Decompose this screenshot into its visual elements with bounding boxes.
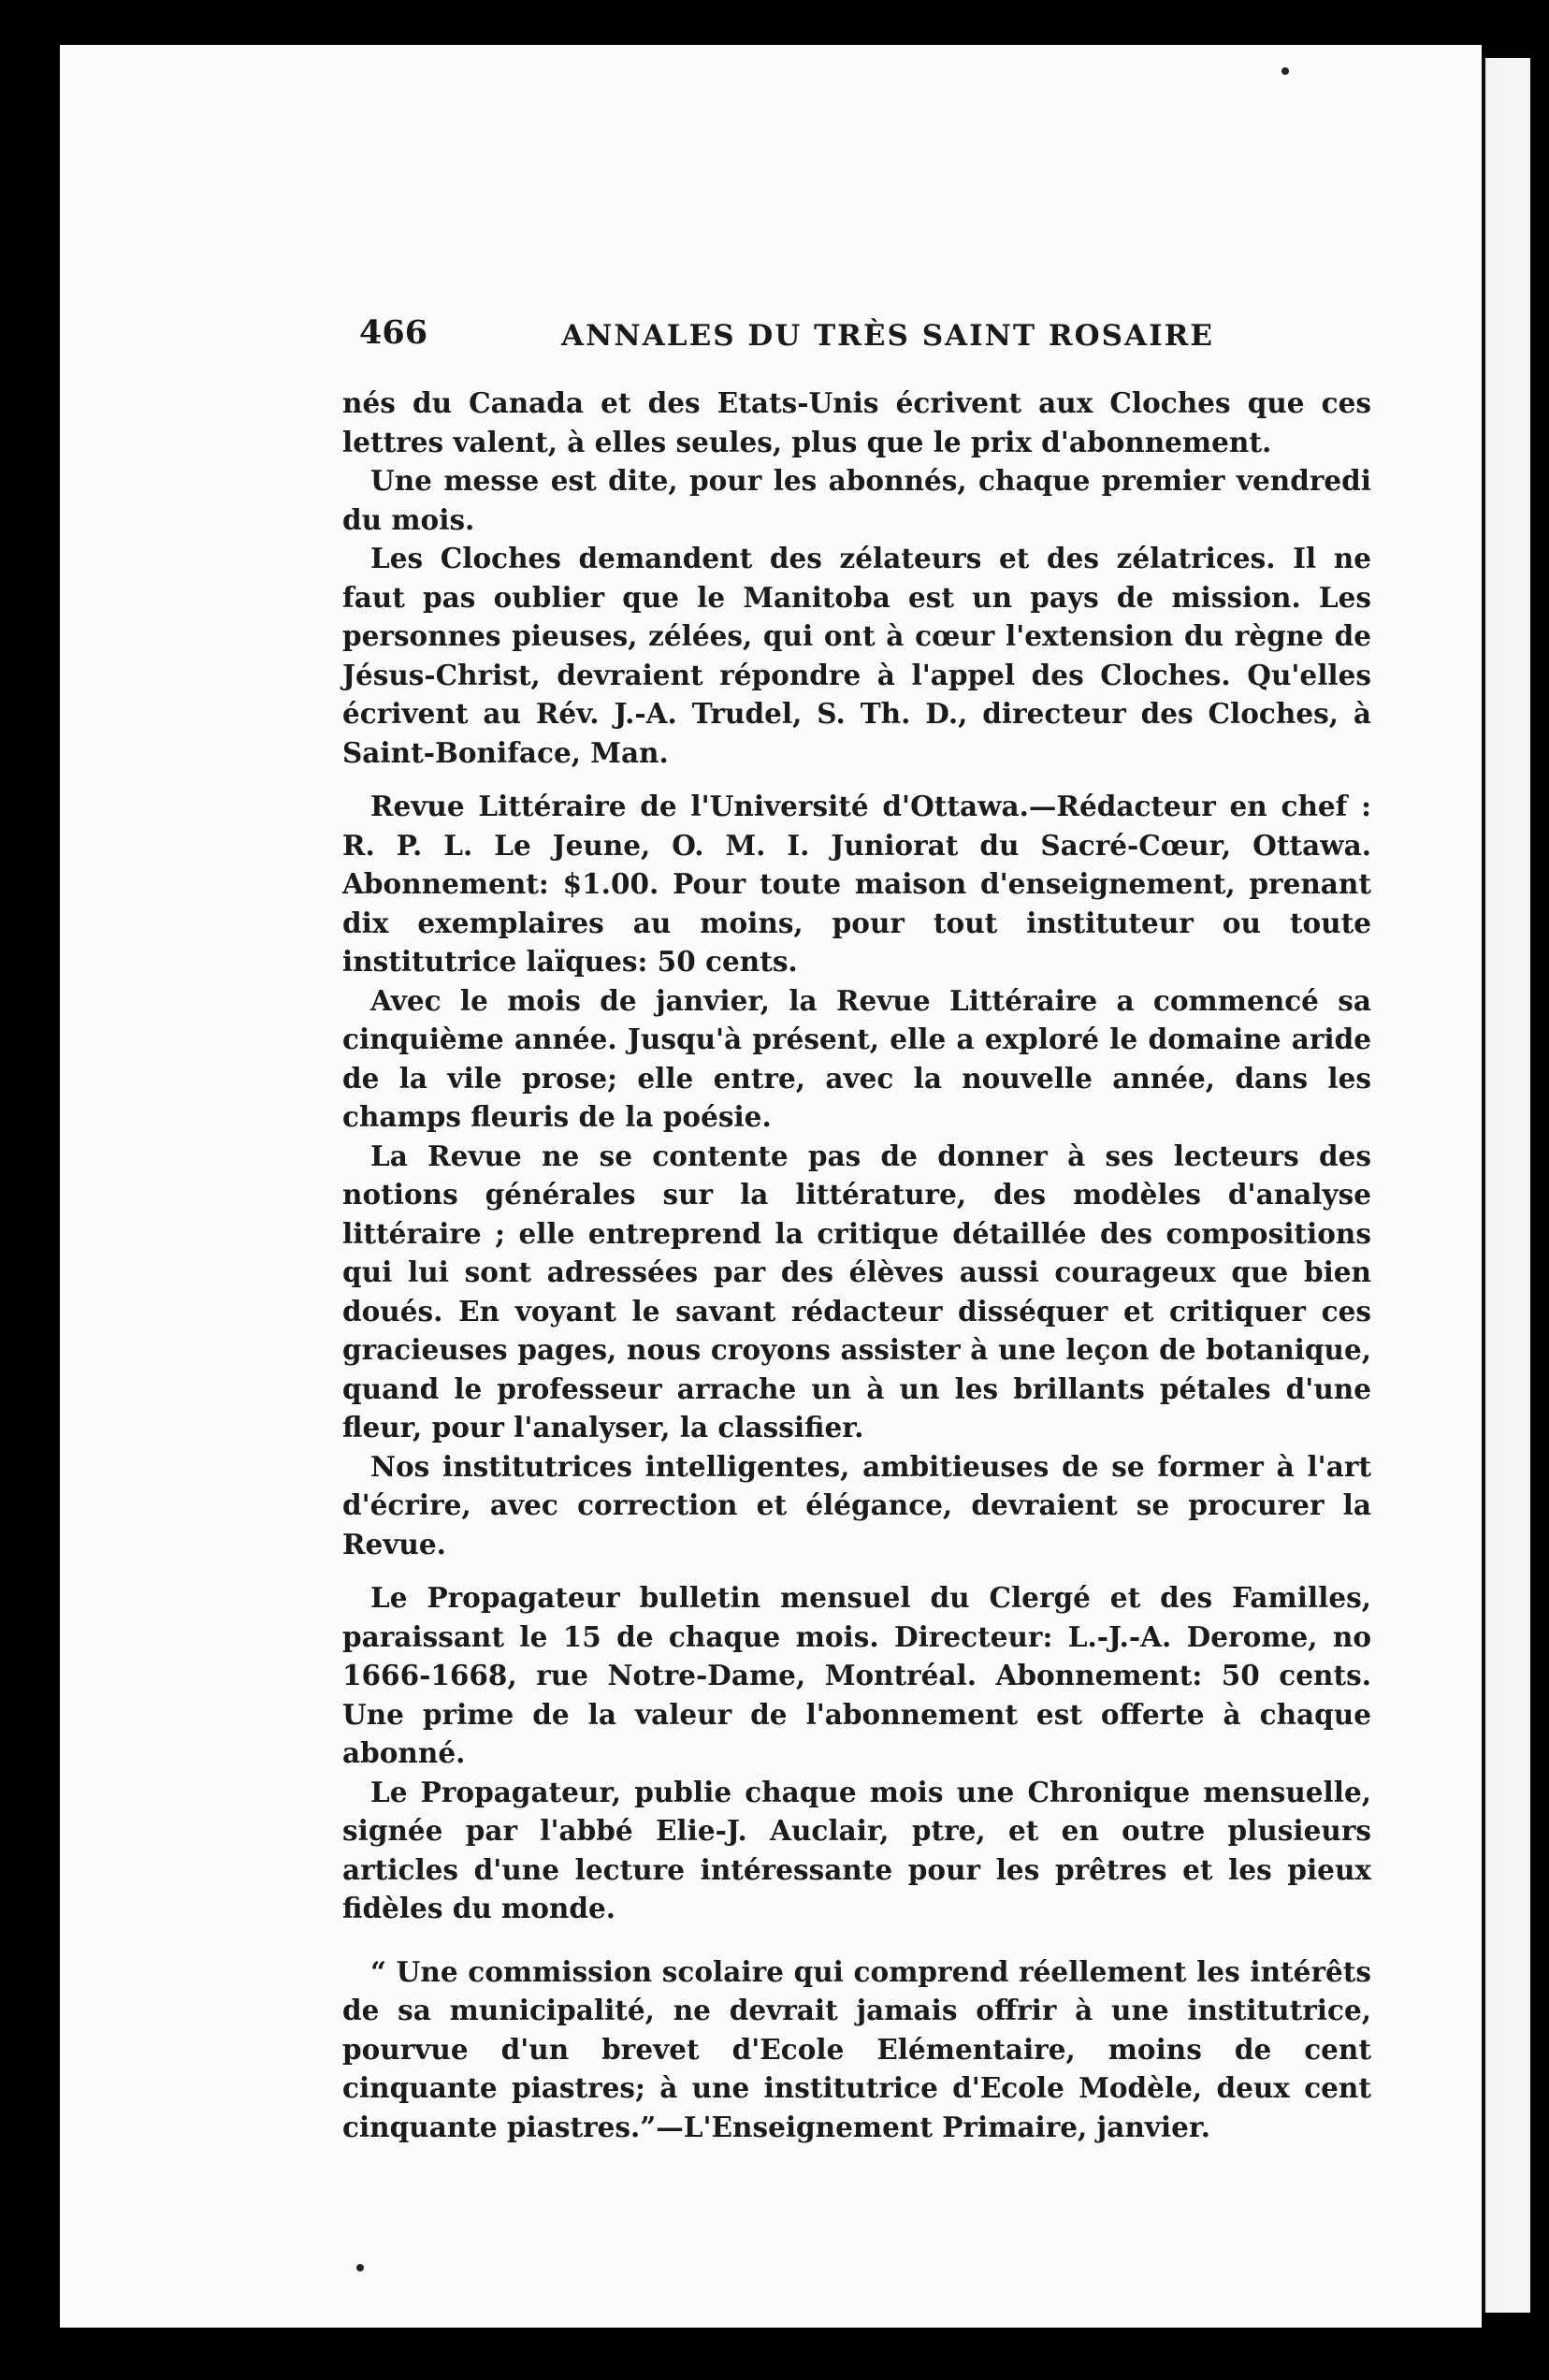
paragraph: La Revue ne se contente pas de donner à ses lecteurs des notions générales sur la littérature, des modèles d'analyse littéraire ; elle entreprend la critique détaillée des compositions qui lui sont adressées par des élèves aussi courageux que bien doués. En voyant le savant rédacteur disséquer et critiquer ces gracieuses pages, nous croyons assister à une leçon de botanique, quand le professeur arrache un à un les brillants pétales d'une fleur, pour l'analyser, la classifier. bbox=[342, 1139, 1371, 1444]
quotation: “ Une commission scolaire qui comprend réellement les intérêts de sa municipalité, ne devrait jamais offrir à une institutrice, pourvue d'un brevet d'Ecole Elémentaire, moins de cent cinquante piastres; à une institutrice d'Ecole Modèle, deux cent cinquante piastres.”—L'Enseignement Primaire, janvier. bbox=[342, 1954, 1371, 2143]
body-text bbox=[342, 384, 1371, 2146]
running-title: ANNALES DU TRÈS SAINT ROSAIRE bbox=[561, 319, 1214, 353]
scan-speck bbox=[1281, 67, 1289, 75]
paragraph: Une messe est dite, pour les abonnés, chaque premier vendredi du mois. bbox=[342, 464, 1371, 536]
scan-speck bbox=[356, 2264, 364, 2271]
paragraph: Le Propagateur, publie chaque mois une Chronique mensuelle, signée par l'abbé Elie-J. Auclair, ptre, et en outre plusieurs articles d'une lecture intéressante pour les prêtres et les pieux fidèles du monde. bbox=[342, 1775, 1371, 1924]
paragraph: Les Cloches demandent des zélateurs et des zélatrices. Il ne faut pas oublier que le Manitoba est un pays de mission. Les personnes pieuses, zélées, qui ont à cœur l'extension du règne de Jésus-Christ, devraient répondre à l'appel des Cloches. Qu'elles écrivent au Rév. J.-A. Trudel, S. Th. D., directeur des Cloches, à Saint-Boniface, Man. bbox=[342, 542, 1371, 769]
paragraph: Le Propagateur bulletin mensuel du Clergé et des Familles, paraissant le 15 de chaque mois. Directeur: L.-J.-A. Derome, no 1666-1668, rue Notre-Dame, Montréal. Abonnement: 50 cents. Une prime de la valeur de l'abonnement est offerte à chaque abonné. bbox=[342, 1581, 1371, 1769]
page-header bbox=[359, 313, 1369, 360]
paragraph: Avec le mois de janvier, la Revue Littéraire a commencé sa cinquième année. Jusqu'à présent, elle a exploré le domaine aride de la vile prose; elle entre, avec la nouvelle année, dans les champs fleuris de la poésie. bbox=[342, 983, 1371, 1133]
paragraph: Nos institutrices intelligentes, ambitieuses de se former à l'art d'écrire, avec correction et élégance, devraient se procurer la Revue. bbox=[342, 1449, 1371, 1560]
page-number: 466 bbox=[359, 313, 428, 352]
paragraph: nés du Canada et des Etats-Unis écrivent aux Cloches que ces lettres valent, à elles seules, plus que le prix d'abonnement. bbox=[342, 386, 1371, 458]
facing-page-edge bbox=[1482, 58, 1530, 2313]
paragraph: Revue Littéraire de l'Université d'Ottawa.—Rédacteur en chef : R. P. L. Le Jeune, O. M. I. Juniorat du Sacré-Cœur, Ottawa. Abonnement: $1.00. Pour toute maison d'enseignement, prenant dix exemplaires au moins, pour tout instituteur ou toute institutrice laïques: 50 cents. bbox=[342, 790, 1371, 978]
